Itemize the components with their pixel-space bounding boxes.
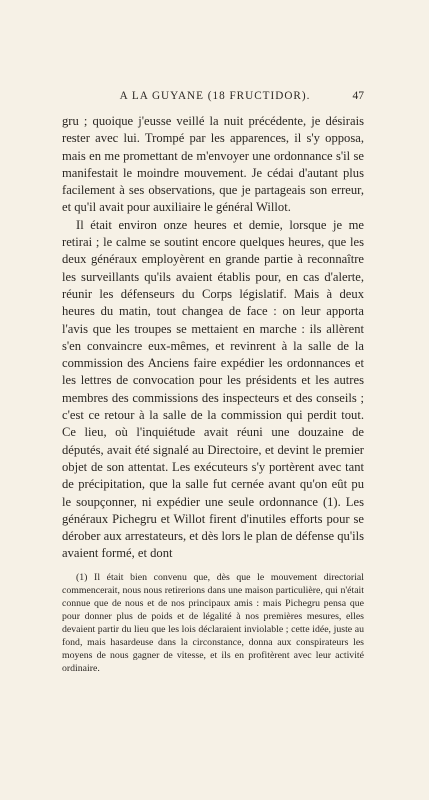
paragraph-2: Il était environ onze heures et demie, lorsque je me retirai ; le calme se soutint encore quelques heures, que les deux généraux employèrent en grande partie à reconnaître les surveillants qu'ils avaient établis pour, en cas d'alerte, réunir les défenseurs du Corps législatif. Mais à deux heures du matin, tout changea de face : on leur apporta l'avis que les troupes se mettaient en marche : ils allèrent s'en convaincre eux-mêmes, et revinrent à la salle de la commission des Anciens faire expédier les ordonnances et les lettres de convocation pour les présidents et les autres membres des commissions des inspecteurs et des conseils ; c'est ce retour à la salle de la commission qui perdit tout. Ce lieu, où l'inquiétude avait réuni une douzaine de députés, avait été signalé au Directoire, et devint le premier objet de son attentat. Les exécuteurs s'y portèrent avec tant de précipitation, que la salle fut cernée avant qu'on eût pu le soupçonner, ni expédier une seule ordonnance (1). Les généraux Pichegru et Willot firent d'inutiles efforts pour se dérober aux arrestateurs, et dès lors le plan de défense qu'ils avaient formé, et dont bbox=[62, 217, 364, 561]
paragraph-1: gru ; quoique j'eusse veillé la nuit précédente, je désirais rester avec lui. Trompé par les apparences, il s'y opposa, mais en me promettant de m'envoyer une ordonnance s'il se manifestait le moindre mouvement. Je cédai d'autant plus facilement à ses observations, que je partageais son erreur, et qu'il avait pour auxiliaire le général Willot. bbox=[62, 114, 364, 215]
page-number: 47 bbox=[352, 90, 364, 102]
running-title: A LA GUYANE (18 FRUCTIDOR). bbox=[119, 90, 311, 102]
main-text bbox=[62, 113, 364, 563]
footnote: (1) Il était bien convenu que, dès que le mouvement directorial commencerait, nous nous retirerions dans une maison particulière, qui n'était connue que de nous et de nos principaux amis : mais Pichegru pensa que pour donner plus de poids et de légalité à nos premières mesures, elles devaient partir du lieu que les lois déclaraient inviolable ; cette idée, juste au fond, mais hasardeuse dans la circonstance, donna aux conspirateurs les moyens de nous gagner de vitesse, et ils en profitèrent avec leur activité ordinaire. bbox=[62, 572, 364, 674]
